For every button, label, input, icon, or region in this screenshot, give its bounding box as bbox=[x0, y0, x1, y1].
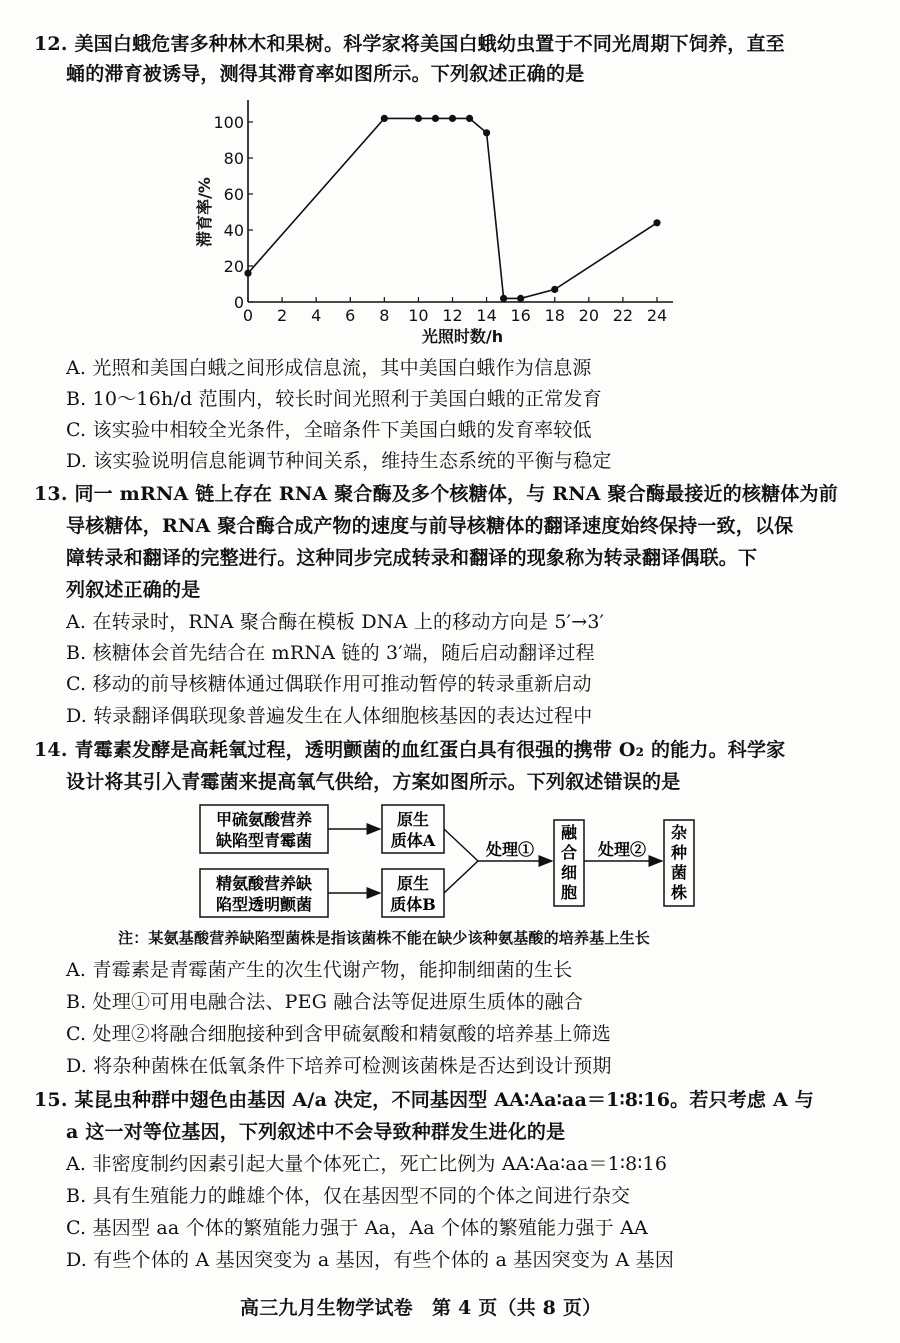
hybrid-char-2: 种 bbox=[670, 843, 688, 862]
protoplast-a-label-1: 原生 bbox=[396, 810, 430, 829]
x-tick-label: 14 bbox=[476, 306, 497, 325]
q14-note: 注：某氨基酸营养缺陷型菌株是指该菌株不能在缺少该种氨基酸的培养基上生长 bbox=[118, 929, 651, 947]
q14-stem-line-1: 14. 青霉素发酵是高耗氧过程，透明颤菌的血红蛋白具有很强的携带 O₂ 的能力。科学家 bbox=[34, 739, 786, 761]
step-1-label: 处理① bbox=[485, 840, 535, 859]
q15-option-b: B. 具有生殖能力的雌雄个体，仅在基因型不同的个体之间进行杂交 bbox=[66, 1185, 631, 1207]
fused-cell-char-2: 合 bbox=[560, 843, 578, 862]
q12-stem-line-1: 12. 美国白蛾危害多种林木和果树。科学家将美国白蛾幼虫置于不同光周期下饲养，直至 bbox=[34, 33, 785, 55]
x-tick-label: 8 bbox=[379, 306, 390, 325]
x-axis-label: 光照时数/h bbox=[421, 327, 504, 346]
data-point bbox=[483, 129, 490, 136]
protoplast-a-label-2: 质体A bbox=[390, 831, 436, 850]
q12-option-b: B. 10～16h/d 范围内，较长时间光照利于美国白蛾的正常发育 bbox=[66, 388, 602, 410]
protoplast-b-label-2: 质体B bbox=[390, 895, 436, 914]
fused-cell-char-1: 融 bbox=[560, 823, 578, 842]
fusion-flow-diagram bbox=[190, 800, 730, 925]
q15-option-a: A. 非密度制约因素引起大量个体死亡，死亡比例为 AA∶Aa∶aa＝1∶8∶16 bbox=[66, 1153, 668, 1175]
vitreoscilla-label-1: 精氨酸营养缺 bbox=[215, 874, 313, 893]
q13-stem-line-2: 导核糖体，RNA 聚合酶合成产物的速度与前导核糖体的翻译速度始终保持一致，以保 bbox=[66, 515, 794, 537]
vitreoscilla-label-2: 陷型透明颤菌 bbox=[215, 895, 313, 914]
x-tick-label: 16 bbox=[510, 306, 531, 325]
q15-option-d: D. 有些个体的 A 基因突变为 a 基因，有些个体的 a 基因突变为 A 基因 bbox=[66, 1249, 675, 1271]
data-point bbox=[244, 270, 251, 277]
x-tick-label: 12 bbox=[442, 306, 463, 325]
data-point bbox=[381, 115, 388, 122]
q13-option-d: D. 转录翻译偶联现象普遍发生在人体细胞核基因的表达过程中 bbox=[66, 705, 593, 727]
q15-stem-line-2: a 这一对等位基因，下列叙述中不会导致种群发生进化的是 bbox=[66, 1121, 566, 1143]
y-tick-label: 60 bbox=[223, 185, 244, 204]
y-tick-label: 80 bbox=[223, 149, 244, 168]
data-point bbox=[449, 115, 456, 122]
q14-option-b: B. 处理①可用电融合法、PEG 融合法等促进原生质体的融合 bbox=[66, 991, 583, 1013]
q12-option-d: D. 该实验说明信息能调节种间关系，维持生态系统的平衡与稳定 bbox=[66, 450, 612, 472]
protoplast-b-label-1: 原生 bbox=[396, 874, 430, 893]
q13-stem-line-3: 障转录和翻译的完整进行。这种同步完成转录和翻译的现象称为转录翻译偶联。下 bbox=[66, 547, 758, 569]
x-tick-label: 22 bbox=[612, 306, 634, 325]
data-point bbox=[653, 219, 660, 226]
y-tick-label: 100 bbox=[213, 113, 244, 132]
penicillium-label-1: 甲硫氨酸营养 bbox=[215, 810, 313, 829]
q12-option-a: A. 光照和美国白蛾之间形成信息流，其中美国白蛾作为信息源 bbox=[66, 357, 592, 379]
q13-option-a: A. 在转录时，RNA 聚合酶在模板 DNA 上的移动方向是 5′→3′ bbox=[66, 611, 605, 633]
data-point bbox=[500, 295, 507, 302]
x-tick-label: 18 bbox=[544, 306, 565, 325]
q13-option-c: C. 移动的前导核糖体通过偶联作用可推动暂停的转录重新启动 bbox=[66, 673, 592, 695]
q13-stem-line-1: 13. 同一 mRNA 链上存在 RNA 聚合酶及多个核糖体，与 RNA 聚合酶最接近的核糖体为前 bbox=[34, 483, 838, 505]
q14-stem-line-2: 设计将其引入青霉菌来提高氧气供给，方案如图所示。下列叙述错误的是 bbox=[66, 771, 681, 793]
fused-cell-char-3: 细 bbox=[560, 863, 578, 882]
fused-cell-char-4: 胞 bbox=[560, 883, 578, 902]
data-point bbox=[415, 115, 422, 122]
diapause-rate-chart bbox=[190, 90, 690, 350]
x-tick-label: 10 bbox=[408, 306, 429, 325]
data-point bbox=[551, 286, 558, 293]
data-point bbox=[517, 295, 524, 302]
data-point bbox=[466, 115, 473, 122]
q12-option-c: C. 该实验中相较全光条件，全暗条件下美国白蛾的发育率较低 bbox=[66, 419, 592, 441]
q13-stem-line-4: 列叙述正确的是 bbox=[66, 579, 201, 601]
q15-option-c: C. 基因型 aa 个体的繁殖能力强于 Aa，Aa 个体的繁殖能力强于 AA bbox=[66, 1217, 648, 1239]
step-2-label: 处理② bbox=[597, 840, 647, 859]
x-tick-label: 2 bbox=[276, 306, 288, 325]
hybrid-char-3: 菌 bbox=[670, 863, 688, 882]
q13-option-b: B. 核糖体会首先结合在 mRNA 链的 3′端，随后启动翻译过程 bbox=[66, 642, 595, 664]
merge-line-bottom bbox=[444, 861, 478, 893]
hybrid-char-1: 杂 bbox=[670, 823, 688, 842]
q14-option-a: A. 青霉素是青霉菌产生的次生代谢产物，能抑制细菌的生长 bbox=[66, 959, 573, 981]
x-tick-label: 0 bbox=[242, 306, 254, 325]
page-footer: 高三九月生物学试卷 第 4 页（共 8 页） bbox=[240, 1297, 602, 1319]
hybrid-char-4: 株 bbox=[670, 883, 688, 902]
penicillium-label-2: 缺陷型青霉菌 bbox=[215, 831, 313, 850]
q15-stem-line-1: 15. 某昆虫种群中翅色由基因 A/a 决定，不同基因型 AA∶Aa∶aa＝1∶8∶16。若只考虑 A 与 bbox=[34, 1089, 814, 1111]
q14-option-c: C. 处理②将融合细胞接种到含甲硫氨酸和精氨酸的培养基上筛选 bbox=[66, 1023, 611, 1045]
q12-stem-line-2: 蛹的滞育被诱导，测得其滞育率如图所示。下列叙述正确的是 bbox=[66, 63, 585, 85]
x-tick-label: 4 bbox=[311, 306, 322, 325]
x-tick-label: 20 bbox=[578, 306, 600, 325]
data-point bbox=[432, 115, 439, 122]
y-axis-label: 滞育率/% bbox=[195, 177, 214, 247]
x-tick-label: 6 bbox=[345, 306, 356, 325]
q14-option-d: D. 将杂种菌株在低氧条件下培养可检测该菌株是否达到设计预期 bbox=[66, 1055, 612, 1077]
x-tick-label: 24 bbox=[646, 306, 668, 325]
diapause-series-line bbox=[248, 118, 657, 298]
y-tick-label: 0 bbox=[233, 293, 244, 312]
y-tick-label: 20 bbox=[223, 257, 244, 276]
merge-line-top bbox=[444, 829, 478, 861]
y-tick-label: 40 bbox=[223, 221, 244, 240]
